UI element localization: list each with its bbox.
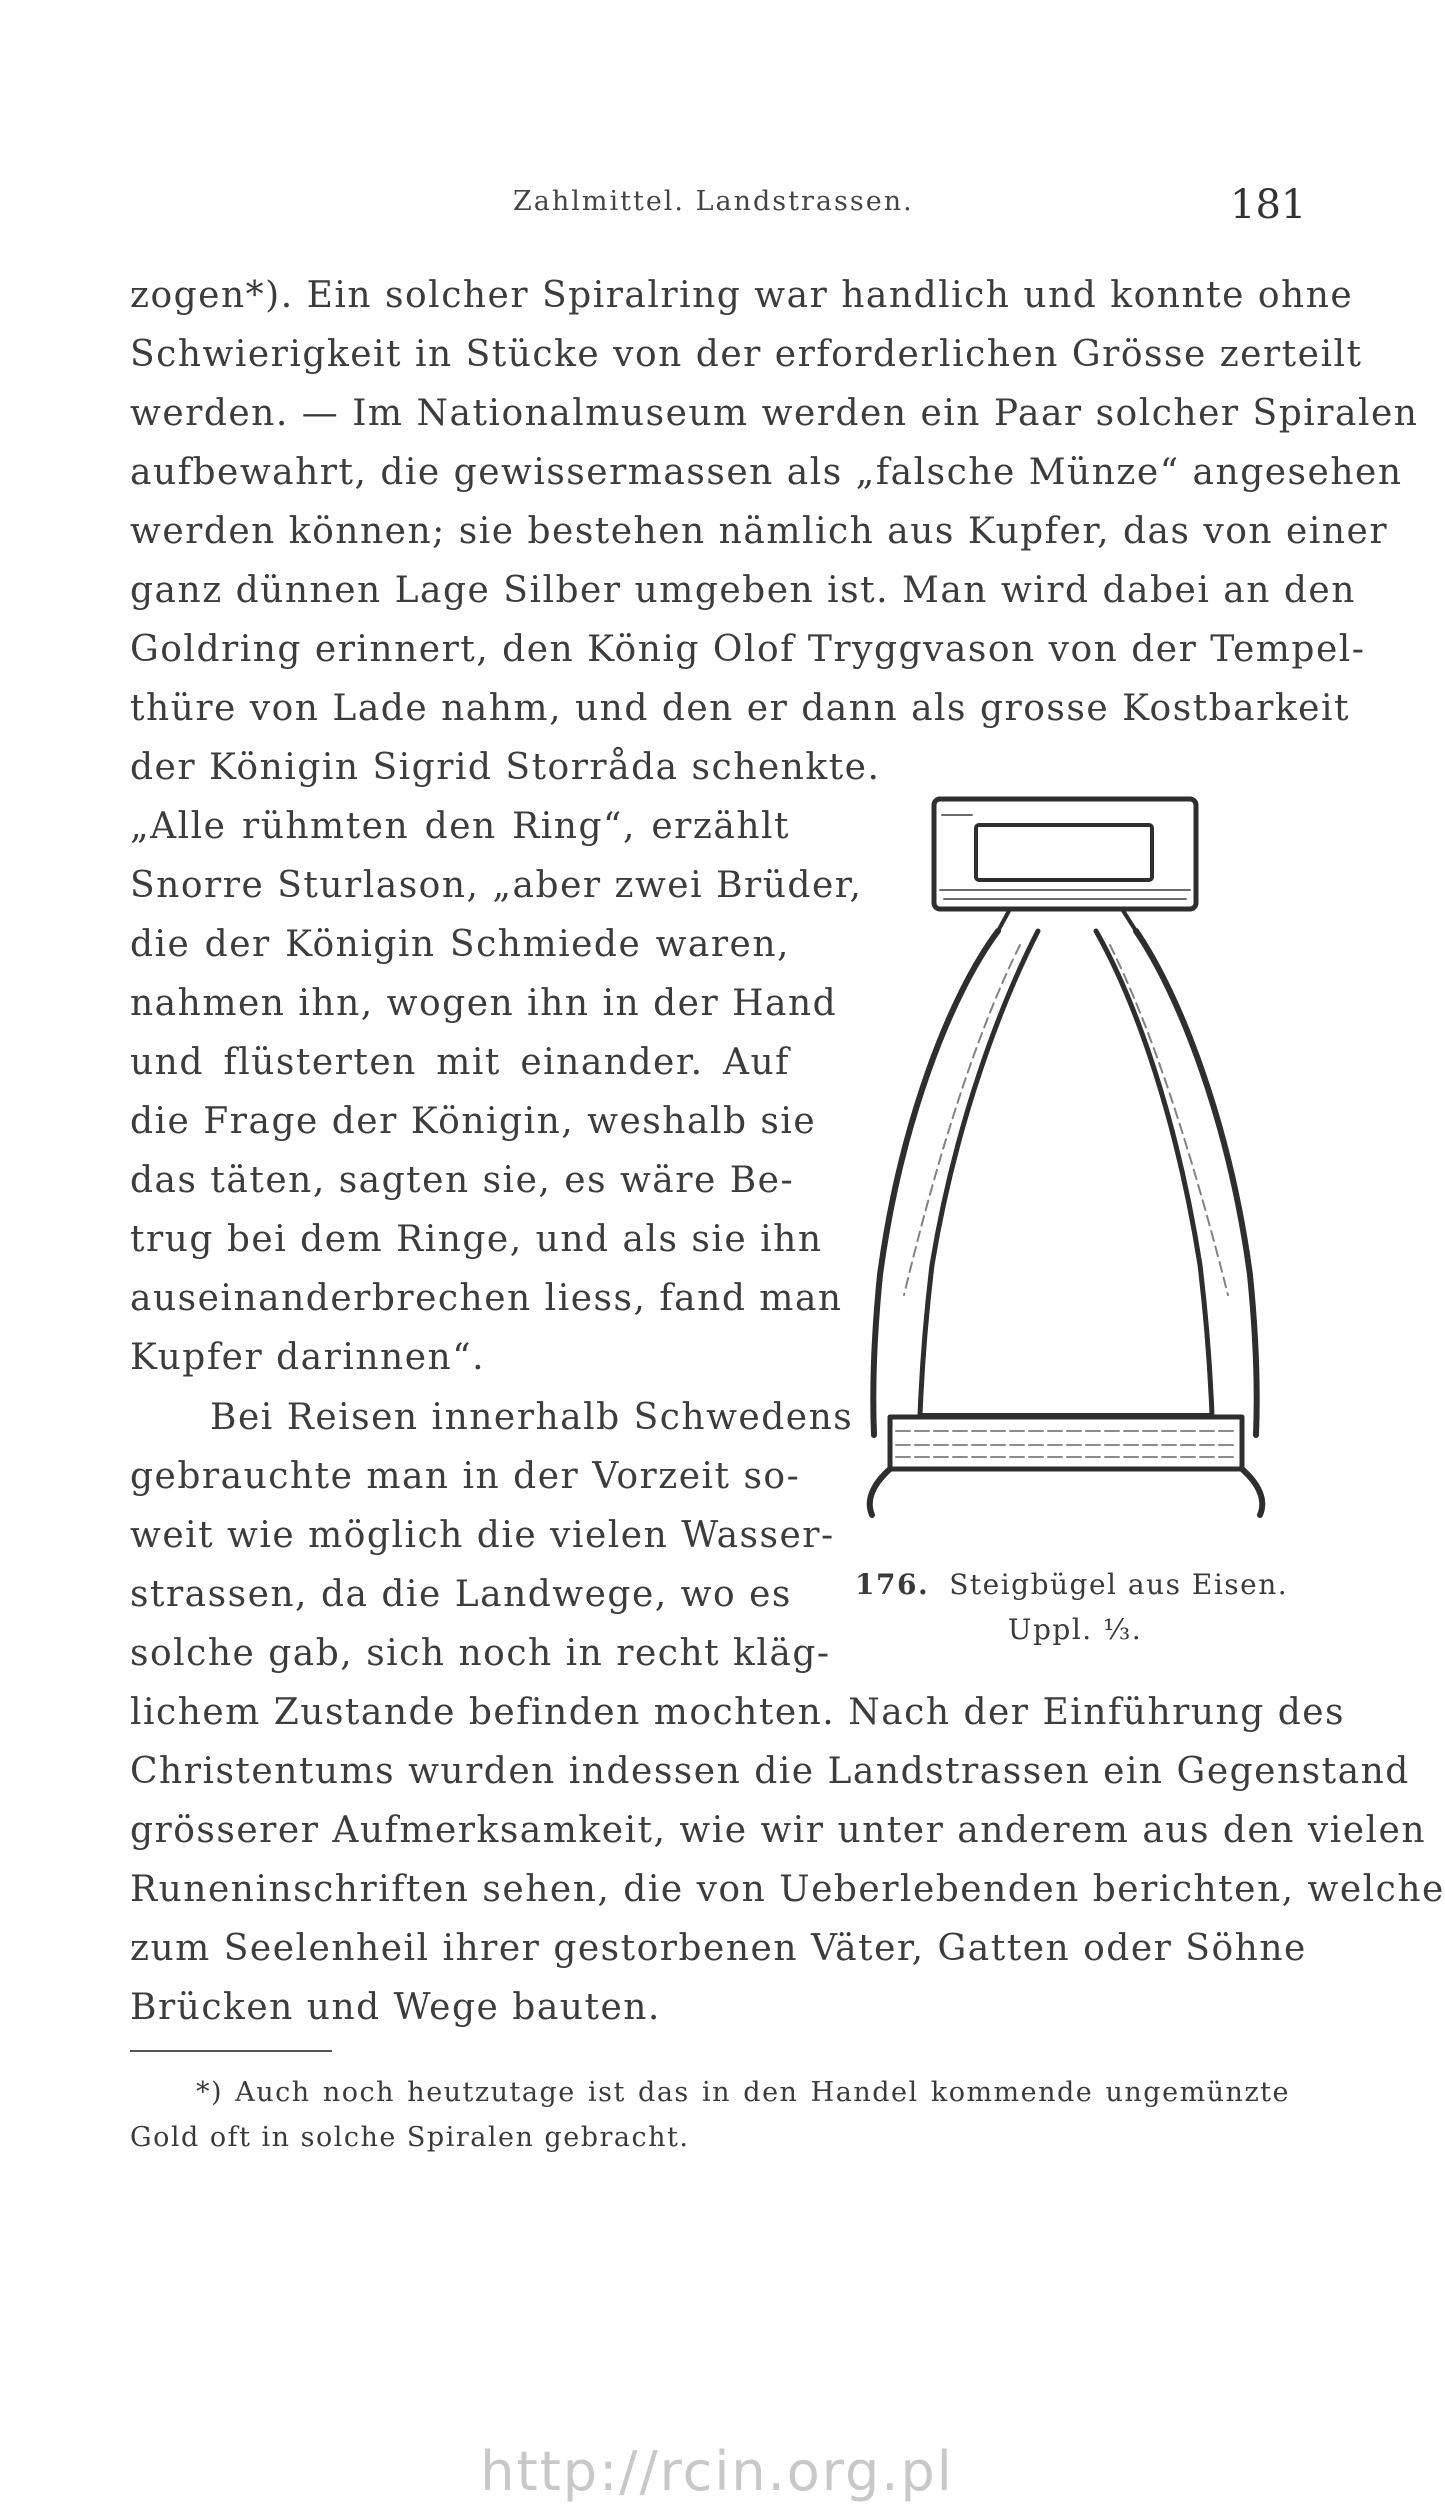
stirrup-tread-hatching xyxy=(896,1431,1236,1457)
stirrup-arch-hatching xyxy=(904,945,1228,1295)
footnote-line: Gold oft in solche Spiralen gebracht. xyxy=(130,2122,690,2153)
figure-caption xyxy=(855,1568,1295,1646)
stirrup-left-arm-outer xyxy=(873,931,998,1435)
text-line: die Frage der Königin, weshalb sie xyxy=(130,1101,817,1142)
stirrup-illustration xyxy=(860,795,1280,1555)
text-line: ganz dünnen Lage Silber umgeben ist. Man wird dabei an den xyxy=(130,570,1356,611)
footnote xyxy=(130,2070,1290,2160)
stirrup-right-foot xyxy=(1242,1469,1262,1515)
text-line: werden können; sie bestehen nämlich aus Kupfer, das von einer xyxy=(130,511,1389,552)
figure-caption-scale: Uppl. ⅓. xyxy=(1007,1613,1143,1646)
text-line: grösserer Aufmerksamkeit, wie wir unter anderem aus den vielen xyxy=(130,1810,1427,1851)
stirrup-right-arm-outer xyxy=(1136,931,1257,1435)
text-line: Bei Reisen innerhalb Schwedens xyxy=(210,1397,854,1438)
text-line: der Königin Sigrid Storråda schenkte. xyxy=(130,747,881,788)
text-line: die der Königin Schmiede waren, xyxy=(130,924,790,965)
text-line: trug bei dem Ringe, und als sie ihn xyxy=(130,1219,823,1260)
text-line: auseinanderbrechen liess, fand man xyxy=(130,1278,843,1319)
text-line: „Alle rühmten den Ring“, erzählt xyxy=(130,806,790,847)
figure-caption-text: Steigbügel aus Eisen. xyxy=(949,1568,1289,1601)
text-line: Runeninschriften sehen, die von Ueberlebenden berichten, welche xyxy=(130,1869,1445,1910)
text-line: lichem Zustande befinden mochten. Nach der Einführung des xyxy=(130,1692,1346,1733)
footnote-rule xyxy=(130,2050,332,2052)
text-line: weit wie möglich die vielen Wasser- xyxy=(130,1515,835,1556)
stirrup-neck xyxy=(998,909,1136,931)
stirrup-eye-outer xyxy=(934,799,1196,909)
text-line: gebrauchte man in der Vorzeit so- xyxy=(130,1456,801,1497)
stirrup-left-arm-inner xyxy=(920,931,1038,1415)
text-line: zogen*). Ein solcher Spiralring war handlich und konnte ohne xyxy=(130,275,1354,316)
stirrup-eye-inner xyxy=(976,825,1152,880)
text-line: Goldring erinnert, den König Olof Tryggvason von der Tempel- xyxy=(130,629,1366,670)
stirrup-tread xyxy=(890,1417,1242,1469)
text-line: Kupfer darinnen“. xyxy=(130,1337,486,1378)
source-watermark: http://rcin.org.pl xyxy=(480,2440,954,2503)
text-line: Brücken und Wege bauten. xyxy=(130,1987,661,2028)
text-line: strassen, da die Landwege, wo es xyxy=(130,1574,792,1615)
text-line: nahmen ihn, wogen ihn in der Hand xyxy=(130,983,838,1024)
footnote-line: *) Auch noch heutzutage ist das in den Handel kommende ungemünzte xyxy=(196,2077,1290,2108)
text-line: das täten, sagten sie, es wäre Be- xyxy=(130,1160,795,1201)
text-line: aufbewahrt, die gewissermassen als „falsche Münze“ angesehen xyxy=(130,452,1403,493)
figure-number: 176. xyxy=(855,1568,930,1601)
text-line: Christentums wurden indessen die Landstrassen ein Gegenstand xyxy=(130,1751,1410,1792)
page-number: 181 xyxy=(1230,182,1307,228)
text-line: zum Seelenheil ihrer gestorbenen Väter, Gatten oder Söhne xyxy=(130,1928,1307,1969)
running-title: Zahlmittel. Landstrassen. xyxy=(513,186,914,217)
text-line: Schwierigkeit in Stücke von der erforderlichen Grösse zerteilt xyxy=(130,334,1363,375)
text-line: solche gab, sich noch in recht kläg- xyxy=(130,1633,831,1674)
text-line: und flüsterten mit einander. Auf xyxy=(130,1042,790,1083)
text-line: Snorre Sturlason, „aber zwei Brüder, xyxy=(130,865,863,906)
stirrup-left-foot xyxy=(870,1469,890,1515)
text-line: thüre von Lade nahm, und den er dann als grosse Kostbarkeit xyxy=(130,688,1350,729)
text-line: werden. — Im Nationalmuseum werden ein Paar solcher Spiralen xyxy=(130,393,1419,434)
